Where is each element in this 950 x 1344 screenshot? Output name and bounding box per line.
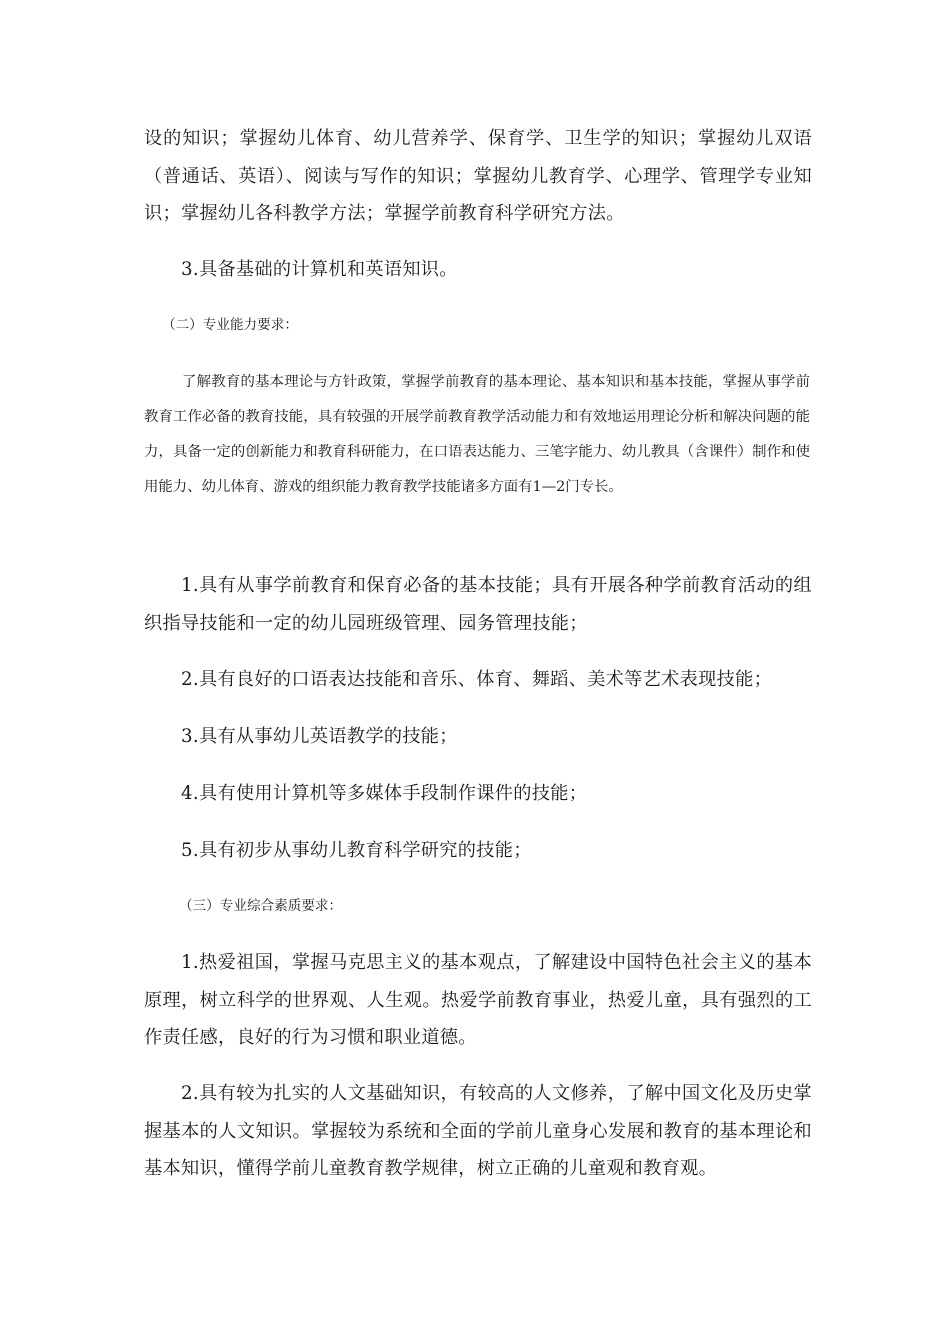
section-2-heading: （二）专业能力要求： [162, 317, 298, 333]
ability-item-4: 4.具有使用计算机等多媒体手段制作课件的技能； [181, 783, 588, 804]
section-3-heading: （三）专业综合素质要求： [179, 898, 343, 914]
ability-item-1: 1.具有从事学前教育和保育必备的基本技能；具有开展各种学前教育活动的组织指导技能和一定的幼儿园班级管理、园务管理技能； [144, 575, 812, 634]
ability-item-3: 3.具有从事幼儿英语教学的技能； [181, 726, 458, 747]
quality-item-1: 1.热爱祖国，掌握马克思主义的基本观点，了解建设中国特色社会主义的基本原理，树立科学的世界观、人生观。热爱学前教育事业，热爱儿童，具有强烈的工作责任感，良好的行为习惯和职业道德。 [144, 952, 812, 1048]
knowledge-paragraph-continued: 设的知识；掌握幼儿体育、幼儿营养学、保育学、卫生学的知识；掌握幼儿双语（普通话、英语）、阅读与写作的知识；掌握幼儿教育学、心理学、管理学专业知识；掌握幼儿各科教学方法；掌握学前教育科学研究方法。 [144, 128, 812, 224]
quality-item-2: 2.具有较为扎实的人文基础知识，有较高的人文修养，了解中国文化及历史掌握基本的人文知识。掌握较为系统和全面的学前儿童身心发展和教育的基本理论和基本知识，懂得学前儿童教育教学规律，树立正确的儿童观和教育观。 [144, 1083, 812, 1179]
knowledge-item-3: 3.具备基础的计算机和英语知识。 [181, 259, 458, 280]
ability-item-5: 5.具有初步从事幼儿教育科学研究的技能； [181, 840, 532, 861]
section-2-intro-paragraph: 了解教育的基本理论与方针政策，掌握学前教育的基本理论、基本知识和基本技能，掌握从事学前教育工作必备的教育技能，具有较强的开展学前教育教学活动能力和有效地运用理论分析和解决问题的能力，具备一定的创新能力和教育科研能力，在口语表达能力、三笔字能力、幼儿教具（含课件）制作和使用能力、幼儿体育、游戏的组织能力教育教学技能诸多方面有1—2门专长。 [144, 374, 810, 495]
ability-item-2: 2.具有良好的口语表达技能和音乐、体育、舞蹈、美术等艺术表现技能； [181, 669, 773, 690]
